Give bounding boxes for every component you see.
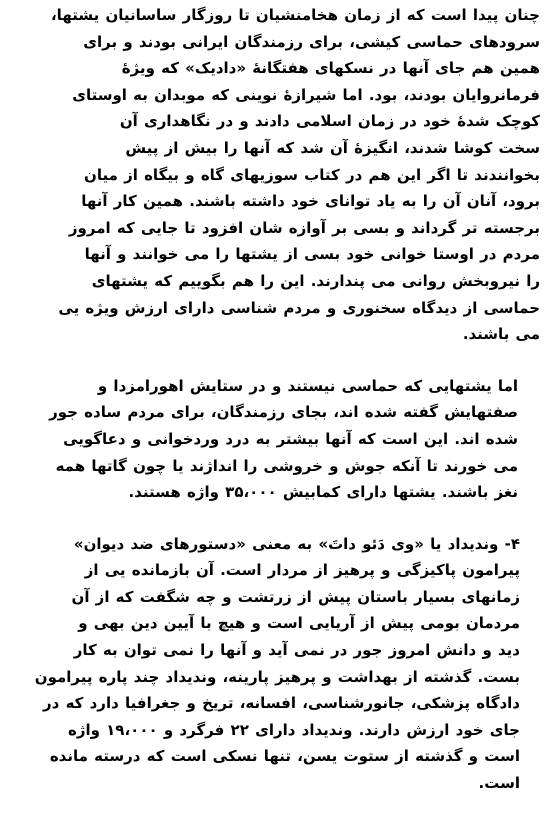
text-line: فرمانروایان بودند، بود. اما شیرازهٔ نوینی که موبدان به اوستای	[72, 85, 540, 104]
text-line: صفتهایش گفته شده اند، بجای رزمندگان، برای مردم ساده جور	[49, 403, 518, 422]
text-line: بست. گذشته از بهداشت و پرهیز پارینه، وندیداد چند پاره پیرامون	[34, 667, 520, 686]
text-line: دادگاه پزشکی، جانورشناسی، افسانه، تریخ و جغرافیا دارد که در	[43, 694, 520, 713]
text-line: ۴- وندیداد یا «وی دَئو داتَ» به معنی «دستورهای ضد دیوان»	[73, 534, 520, 553]
text-line: پیرامون پاکیزگی و پرهیز از مردار است. آن بازمانده یی از	[84, 561, 520, 580]
text-line: جای خود ارزش دارند. وندیداد دارای ۲۲ فرگرد و ۱۹،۰۰۰ واژه	[67, 720, 520, 739]
text-line: نغز باشند. یشتها دارای کمابیش ۳۵،۰۰۰ واژه هستند.	[128, 483, 518, 502]
paragraph-yashts-worship	[20, 373, 540, 506]
text-line: کوچک شدهٔ خود در زمان اسلامی دادند و در نگاهداری آن	[119, 112, 540, 131]
text-line: شده اند. این است که آنها بیشتر به درد وردخوانی و دعاگویی	[63, 429, 518, 448]
paragraph-vendidad	[20, 531, 540, 797]
paragraph-yashts-epic	[20, 2, 540, 348]
text-line: همین هم جای آنها در نسکهای هفتگانهٔ «دادیک» که ویژهٔ	[121, 59, 540, 78]
text-line: سخت کوشا شدند، انگیزهٔ آن شد که آنها را بیش از پیش	[125, 138, 540, 157]
text-line: برجسته تر گرداند و بسی بر آوازه شان افزود تا جایی که امروز	[68, 218, 540, 237]
text-line: حماسی از دیدگاه سخنوری و مردم شناسی دارای ارزش ویژه یی	[58, 298, 540, 317]
text-line: است.	[478, 774, 520, 793]
text-line: اما یشتهایی که حماسی نیستند و در ستایش اهورامزدا و	[97, 376, 518, 395]
text-line: مردمان بومی پیش از آریایی است و هیچ با آیین دین بهی و	[78, 614, 520, 633]
text-line: چنان پیدا است که از زمان هخامنشیان تا روزگار ساسانیان یشتها،	[50, 6, 540, 24]
text-line: را نیروبخش روانی می پندارند. این را هم بگوییم که یشتهای	[91, 271, 540, 290]
text-line: می باشند.	[462, 325, 540, 344]
text-line: می خورند تا آنکه جوش و خروشی را انداژند یا چون گاتها همه	[55, 456, 518, 475]
text-line: است و گذشته از ستوت یسن، تنها نسکی است که درسته مانده	[49, 747, 520, 766]
text-line: بخوانندند تا اگر این هم در کتاب سوزیهای گاه و بیگاه از میان	[84, 165, 540, 184]
text-line: دید و دانش امروز جور در نمی آید و آنها را نمی توان به کار	[73, 641, 520, 660]
text-line: زمانهای بسیار باستان پیش از زرتشت و چه شگفت که از آن	[71, 587, 520, 606]
text-line: سرودهای حماسی کیشی، برای رزمندگان ایرانی بودند و برای	[83, 32, 540, 51]
text-line: مردم در اوستا خوانی خود بسی از یشتها را می خوانند و آنها	[84, 245, 540, 264]
text-line: برود، آنان آن را به یاد توانای خود داشته باشند. همین کار آنها	[81, 192, 540, 211]
